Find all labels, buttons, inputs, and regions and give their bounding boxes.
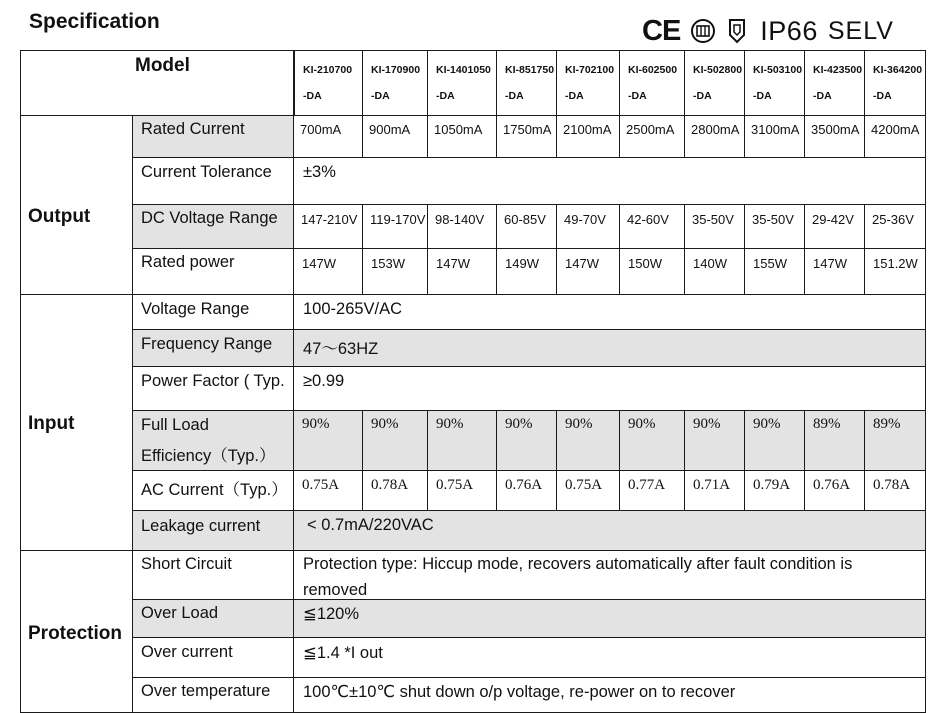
rated-power-label: Rated power (141, 253, 235, 271)
rated-power-value: 149W (505, 256, 539, 271)
current-tolerance-value-cell (294, 158, 926, 205)
model-suffix: -DA (303, 90, 322, 102)
section-label-protection: Protection (28, 623, 122, 644)
dc-voltage-range-value-cell (745, 205, 805, 249)
selv-mark: SELV (827, 16, 894, 45)
model-number: KI-1401050 (436, 64, 491, 76)
dc-voltage-range-value: 49-70V (564, 212, 606, 227)
efficiency-value: 90% (628, 416, 656, 432)
ac-current-label: AC Current（Typ.） (141, 481, 288, 499)
section-input (20, 295, 133, 551)
current-tolerance-label-cell (133, 158, 294, 205)
power-factor-value-cell (294, 367, 926, 411)
frequency-range-value: 47～63HZ (303, 340, 379, 358)
frequency-range-value-cell (294, 330, 926, 367)
model-number: KI-210700 (303, 64, 353, 76)
dc-voltage-range-value: 29-42V (812, 212, 854, 227)
over-temperature-value: 100℃±10℃ shut down o/p voltage, re-power on to recover (303, 683, 736, 701)
rated-power-value-cell (497, 249, 557, 295)
dc-voltage-range-value: 42-60V (627, 212, 669, 227)
ac-current-value-cell (428, 471, 497, 511)
rated-power-value: 150W (628, 256, 662, 271)
model-number: KI-502800 (693, 64, 743, 76)
rated-power-value-cell (363, 249, 428, 295)
dc-voltage-range-label-cell (133, 205, 294, 249)
over-temperature-label: Over temperature (141, 682, 271, 700)
efficiency-value: 90% (753, 416, 781, 432)
model-number: KI-364200 (873, 64, 923, 76)
rated-power-value: 147W (565, 256, 599, 271)
rated-power-value-cell (294, 249, 363, 295)
over-load-label-cell (133, 600, 294, 638)
rated-power-value-cell (620, 249, 685, 295)
short-circuit-label-cell (133, 551, 294, 600)
efficiency-value-cell (497, 411, 557, 471)
model-suffix: -DA (693, 90, 712, 102)
efficiency-value: 89% (873, 416, 901, 432)
rated-power-value-cell (685, 249, 745, 295)
ac-current-value-cell (805, 471, 865, 511)
leakage-current-label-cell (133, 511, 294, 551)
efficiency-value: 90% (371, 416, 399, 432)
model-number: KI-423500 (813, 64, 863, 76)
ac-current-value-cell (497, 471, 557, 511)
model-suffix: -DA (753, 90, 772, 102)
efficiency-value: 90% (302, 416, 330, 432)
model-label: Model (135, 55, 190, 76)
model-column-header (745, 50, 805, 116)
short-circuit-value: Protection type: Hiccup mode, recovers automatically after fault condition is (303, 555, 853, 573)
rated-current-value: 2500mA (626, 122, 675, 137)
rated-power-value: 155W (753, 256, 787, 271)
model-number: KI-851750 (505, 64, 555, 76)
dc-voltage-range-value-cell (805, 205, 865, 249)
efficiency-value: 90% (505, 416, 533, 432)
over-current-value-cell (294, 638, 926, 678)
rated-power-value-cell (557, 249, 620, 295)
ac-current-label-cell (133, 471, 294, 511)
rated-power-value-cell (745, 249, 805, 295)
rated-power-value: 140W (693, 256, 727, 271)
dc-voltage-range-value: 147-210V (301, 212, 358, 227)
efficiency-value: 90% (436, 416, 464, 432)
rated-power-value: 153W (371, 256, 405, 271)
model-suffix: -DA (436, 90, 455, 102)
dc-voltage-range-value-cell (294, 205, 363, 249)
efficiency-value-cell (620, 411, 685, 471)
over-temperature-value-cell (294, 678, 926, 713)
over-current-label: Over current (141, 643, 233, 661)
rated-current-value-cell (497, 116, 557, 158)
section-protection (20, 551, 133, 713)
efficiency-value-cell (745, 411, 805, 471)
dc-voltage-range-value-cell (497, 205, 557, 249)
over-load-value-cell (294, 600, 926, 638)
rated-current-value: 3100mA (751, 122, 800, 137)
dc-voltage-range-value: 60-85V (504, 212, 546, 227)
model-suffix: -DA (628, 90, 647, 102)
rated-power-value: 151.2W (873, 256, 918, 271)
model-suffix: -DA (565, 90, 584, 102)
power-factor-label-cell (133, 367, 294, 411)
model-column-header (363, 50, 428, 116)
voltage-range-label: Voltage Range (141, 300, 250, 318)
efficiency-value: 90% (565, 416, 593, 432)
rated-power-value-cell (865, 249, 926, 295)
current-tolerance-value: ±3% (303, 163, 336, 181)
model-suffix: -DA (371, 90, 390, 102)
ac-current-value-cell (865, 471, 926, 511)
efficiency-value-cell (685, 411, 745, 471)
rated-current-value-cell (294, 116, 363, 158)
rated-current-value: 2800mA (691, 122, 740, 137)
ac-current-value-cell (745, 471, 805, 511)
efficiency-label-cell (133, 411, 294, 471)
leakage-current-value: < 0.7mA/220VAC (307, 516, 434, 534)
dc-voltage-range-value-cell (620, 205, 685, 249)
dc-voltage-range-value-cell (428, 205, 497, 249)
efficiency-value-cell (294, 411, 363, 471)
dc-voltage-range-value-cell (865, 205, 926, 249)
ac-current-value-cell (363, 471, 428, 511)
efficiency-value-cell (428, 411, 497, 471)
rated-current-label-cell (133, 116, 294, 158)
current-tolerance-label: Current Tolerance (141, 163, 272, 181)
rated-power-value: 147W (302, 256, 336, 271)
frequency-range-label-cell (133, 330, 294, 367)
rated-current-value-cell (865, 116, 926, 158)
dc-voltage-range-value-cell (557, 205, 620, 249)
ac-current-value: 0.77A (628, 477, 666, 493)
efficiency-value: 90% (693, 416, 721, 432)
rated-power-value-cell (428, 249, 497, 295)
model-number: KI-702100 (565, 64, 615, 76)
model-column-header (865, 50, 926, 116)
dc-voltage-range-value: 119-170V (370, 212, 426, 227)
section-label-input: Input (28, 413, 75, 434)
dc-voltage-range-label: DC Voltage Range (141, 209, 278, 227)
rated-current-value: 900mA (369, 122, 411, 137)
rated-current-value-cell (557, 116, 620, 158)
dc-voltage-range-value: 98-140V (435, 212, 485, 227)
ac-current-value: 0.75A (436, 477, 474, 493)
leakage-current-value-cell (294, 511, 926, 551)
model-column-header (497, 50, 557, 116)
frequency-range-label: Frequency Range (141, 335, 273, 353)
voltage-range-value: 100-265V/AC (303, 300, 403, 318)
model-column-header (620, 50, 685, 116)
model-column-header (805, 50, 865, 116)
rated-power-value: 147W (813, 256, 847, 271)
ce-mark: CE (642, 14, 681, 47)
rated-current-label: Rated Current (141, 120, 245, 138)
ac-current-value-cell (557, 471, 620, 511)
over-temperature-label-cell (133, 678, 294, 713)
rated-current-value-cell (428, 116, 497, 158)
ac-current-value: 0.71A (693, 477, 731, 493)
rated-power-value-cell (805, 249, 865, 295)
model-column-header (685, 50, 745, 116)
efficiency-value-cell (865, 411, 926, 471)
efficiency-value-cell (805, 411, 865, 471)
rated-current-value-cell (745, 116, 805, 158)
rated-current-value-cell (620, 116, 685, 158)
efficiency-value-cell (363, 411, 428, 471)
rated-current-value-cell (805, 116, 865, 158)
rated-current-value: 4200mA (871, 122, 920, 137)
ac-current-value-cell (294, 471, 363, 511)
model-column-header (294, 50, 363, 116)
efficiency-value: 89% (813, 416, 841, 432)
model-number: KI-170900 (371, 64, 421, 76)
over-current-value: ≦1.4 *I out (303, 644, 383, 662)
page-title: Specification (29, 10, 160, 33)
over-current-label-cell (133, 638, 294, 678)
efficiency-value-cell (557, 411, 620, 471)
rated-current-value: 3500mA (811, 122, 860, 137)
short-circuit-value: removed (303, 581, 368, 599)
power-factor-label: Power Factor ( Typ. (141, 372, 285, 390)
dc-voltage-range-value: 35-50V (752, 212, 794, 227)
rated-current-value: 1750mA (503, 122, 552, 137)
model-number: KI-503100 (753, 64, 803, 76)
ac-current-value: 0.78A (371, 477, 409, 493)
ac-current-value: 0.75A (565, 477, 603, 493)
rated-current-value: 2100mA (563, 122, 612, 137)
rated-current-value-cell (685, 116, 745, 158)
rated-power-value: 147W (436, 256, 470, 271)
ac-current-value: 0.75A (302, 477, 340, 493)
rated-current-value: 1050mA (434, 122, 483, 137)
rated-current-value-cell (363, 116, 428, 158)
ac-current-value: 0.79A (753, 477, 791, 493)
over-load-value: ≦120% (303, 605, 360, 623)
model-suffix: -DA (813, 90, 832, 102)
leakage-current-label: Leakage current (141, 517, 261, 535)
model-header-cell (20, 50, 294, 116)
section-label-output: Output (28, 206, 91, 227)
ac-current-value: 0.78A (873, 477, 911, 493)
voltage-range-label-cell (133, 295, 294, 330)
model-suffix: -DA (505, 90, 524, 102)
ac-current-value: 0.76A (813, 477, 851, 493)
section-output (20, 116, 133, 295)
model-number: KI-602500 (628, 64, 678, 76)
over-load-label: Over Load (141, 604, 219, 622)
efficiency-label: Full Load (141, 416, 209, 434)
efficiency-label: Efficiency（Typ.） (141, 447, 276, 465)
ac-current-value-cell (685, 471, 745, 511)
short-circuit-label: Short Circuit (141, 555, 232, 573)
rated-power-label-cell (133, 249, 294, 295)
ac-current-value-cell (620, 471, 685, 511)
dc-voltage-range-value-cell (363, 205, 428, 249)
dc-voltage-range-value: 25-36V (872, 212, 914, 227)
short-circuit-value-cell (294, 551, 926, 600)
model-column-header (428, 50, 497, 116)
dc-voltage-range-value-cell (685, 205, 745, 249)
dc-voltage-range-value: 35-50V (692, 212, 734, 227)
voltage-range-value-cell (294, 295, 926, 330)
rated-current-value: 700mA (300, 122, 342, 137)
model-column-header (557, 50, 620, 116)
power-factor-value: ≥0.99 (303, 372, 345, 390)
ip-rating: IP66 (760, 15, 818, 46)
model-suffix: -DA (873, 90, 892, 102)
ac-current-value: 0.76A (505, 477, 543, 493)
